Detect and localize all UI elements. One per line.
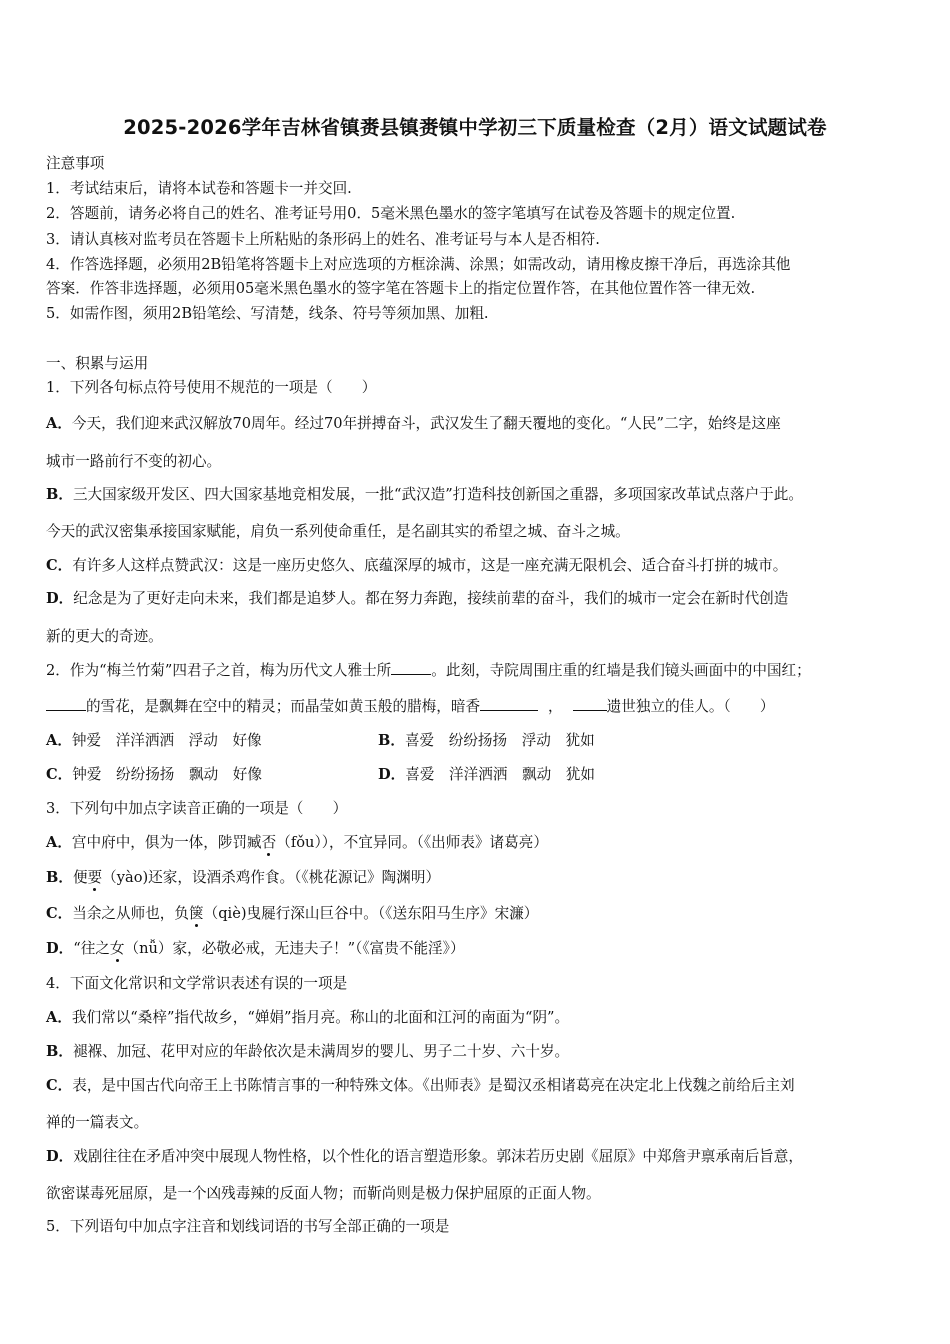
question-3-stem: 3．下列句中加点字读音正确的一项是（ ） — [46, 800, 348, 817]
stem-text: ， — [548, 698, 563, 715]
option-text: 我们常以“桑梓”指代故乡，“婵娟”指月亮。称山的北面和江河的南面为“阴”。 — [71, 1009, 570, 1026]
question-2-line2 — [46, 695, 774, 716]
q4-option-c — [46, 1074, 795, 1095]
q4-option-c-cont: 禅的一篇表文。 — [46, 1114, 149, 1131]
q2-option-c — [46, 766, 262, 783]
option-text: （fǒu）），不宜异同。（《出师表》诸葛亮） — [276, 834, 548, 851]
option-label: D． — [46, 590, 74, 607]
option-label: A． — [46, 1009, 72, 1026]
dotted-char: 女 — [109, 940, 125, 957]
answer-blank — [573, 698, 607, 711]
q1-option-b-cont: 今天的武汉密集承接国家赋能，肩负一系列使命重任，是名副其实的希望之城、奋斗之城。 — [46, 523, 630, 540]
option-label: B． — [46, 1043, 73, 1060]
option-text: （yào)还家，设酒杀鸡作食。（《桃花源记》陶渊明） — [102, 869, 441, 886]
q2-option-a — [46, 732, 262, 749]
q2-option-b — [378, 729, 595, 750]
q3-option-d — [46, 937, 465, 958]
q4-option-d — [46, 1145, 803, 1166]
q4-option-d-cont: 欲密谋毒死屈原，是一个凶残毒辣的反面人物；而靳尚则是极力保护屈原的正面人物。 — [46, 1185, 601, 1202]
option-label: C． — [46, 905, 73, 922]
option-label: B． — [378, 732, 405, 749]
option-text: 便 — [72, 869, 88, 886]
stem-text: 的雪花，是飘舞在空中的精灵；而晶莹如黄玉般的腊梅，暗香 — [86, 698, 481, 715]
option-text: 三大国家级开发区、四大国家基地竞相发展，一批“武汉造”打造科技创新国之重器，多项国家改革试点落户于此。 — [72, 486, 803, 503]
option-label: C． — [46, 766, 73, 783]
q1-option-b — [46, 483, 803, 504]
option-label: D． — [378, 766, 406, 783]
option-label: C． — [46, 1077, 73, 1094]
option-text: 今天，我们迎来武汉解放70周年。经过70年拼搏奋斗，武汉发生了翻天覆地的变化。“人民”二字，始终是这座 — [71, 415, 781, 432]
answer-blank — [46, 698, 86, 711]
dotted-char: 箧 — [188, 905, 204, 922]
option-label: C． — [46, 557, 73, 574]
option-text: 有许多人这样点赞武汉：这是一座历史悠久、底蕴深厚的城市，这是一座充满无限机会、适合奋斗打拼的城市。 — [72, 557, 788, 574]
stem-text: 2．作为“梅兰竹菊”四君子之首，梅为历代文人雅士所 — [46, 662, 392, 679]
notice-item: 4．作答选择题，必须用2B铅笔将答题卡上对应选项的方框涂满、涂黑；如需改动，请用橡皮擦干净后，再选涂其他 — [46, 256, 791, 273]
q1-option-d — [46, 587, 788, 608]
option-text: 喜爱 洋洋洒洒 飘动 犹如 — [405, 766, 595, 783]
q3-option-a — [46, 831, 548, 852]
question-1-stem: 1．下列各句标点符号使用不规范的一项是（ ） — [46, 379, 377, 396]
q3-option-b — [46, 866, 440, 887]
option-label: A． — [46, 834, 72, 851]
option-label: B． — [46, 869, 73, 886]
question-4-stem: 4．下面文化常识和文学常识表述有误的一项是 — [46, 975, 348, 992]
option-text: （qiè)曳屣行深山巨谷中。（《送东阳马生序》宋濂） — [203, 905, 539, 922]
page-title: 2025-2026学年吉林省镇赉县镇赉镇中学初三下质量检查（2月）语文试题试卷 — [123, 116, 827, 139]
question-2-stem — [46, 659, 811, 680]
notice-item: 2．答题前，请务必将自己的姓名、准考证号用0．5毫米黑色墨水的签字笔填写在试卷及答题卡的规定位置. — [46, 205, 736, 222]
dotted-char: 要 — [87, 869, 103, 886]
option-label: B． — [46, 486, 73, 503]
option-text: 表，是中国古代向帝王上书陈情言事的一种特殊文体。《出师表》是蜀汉丞相诸葛亮在决定北上伐魏之前给后主刘 — [72, 1077, 795, 1094]
option-text: 褪褓、加冠、花甲对应的年龄依次是未满周岁的婴儿、男子二十岁、六十岁。 — [72, 1043, 570, 1060]
stem-text: 遗世独立的佳人。（ ） — [606, 698, 775, 715]
q2-options-row-2 — [46, 763, 906, 784]
q1-option-a — [46, 412, 781, 433]
q4-option-b — [46, 1040, 569, 1061]
q2-options-row-1 — [46, 729, 906, 750]
answer-blank — [480, 698, 538, 711]
option-label: A． — [46, 415, 72, 432]
option-text: 钟爱 纷纷扬扬 飘动 好像 — [72, 766, 262, 783]
q4-option-a — [46, 1006, 569, 1027]
option-text: 当余之从师也，负 — [72, 905, 189, 922]
q1-option-d-cont: 新的更大的奇迹。 — [46, 628, 163, 645]
q2-option-d — [378, 763, 595, 784]
notice-item: 5．如需作图，须用2B铅笔绘、写清楚，线条、符号等须加黑、加粗. — [46, 305, 489, 322]
section-heading: 一、积累与运用 — [46, 355, 149, 372]
q1-option-c — [46, 554, 787, 575]
notice-item: 3．请认真核对监考员在答题卡上所粘贴的条形码上的姓名、准考证号与本人是否相符. — [46, 231, 600, 248]
notice-heading: 注意事项 — [46, 155, 105, 172]
option-text: “往之 — [73, 940, 110, 957]
option-text: 宫中府中，俱为一体，陟罚臧 — [71, 834, 262, 851]
option-label: D． — [46, 940, 74, 957]
option-text: （nǚ）家，必敬必戒，无违夫子！”（《富贵不能淫》） — [124, 940, 465, 957]
option-label: D． — [46, 1148, 74, 1165]
q3-option-c — [46, 902, 538, 923]
notice-item: 1．考试结束后，请将本试卷和答题卡一并交回. — [46, 180, 352, 197]
dotted-char: 否 — [261, 834, 277, 851]
stem-text: 。此刻，寺院周围庄重的红墙是我们镜头画面中的中国红； — [431, 662, 811, 679]
option-label: A． — [46, 732, 72, 749]
notice-item: 答案．作答非选择题，必须用05毫米黑色墨水的签字笔在答题卡上的指定位置作答，在其他位置作答一律无效. — [46, 280, 756, 297]
option-text: 纪念是为了更好走向未来，我们都是追梦人。都在努力奔跑，接续前辈的奋斗，我们的城市一定会在新时代创造 — [73, 590, 789, 607]
option-text: 钟爱 洋洋洒洒 浮动 好像 — [71, 732, 262, 749]
question-5-stem: 5．下列语句中加点字注音和划线词语的书写全部正确的一项是 — [46, 1218, 450, 1235]
option-text: 喜爱 纷纷扬扬 浮动 犹如 — [404, 732, 595, 749]
q1-option-a-cont: 城市一路前行不变的初心。 — [46, 453, 222, 470]
answer-blank — [391, 662, 431, 675]
option-text: 戏剧往往在矛盾冲突中展现人物性格，以个性化的语言塑造形象。郭沫若历史剧《屈原》中郑詹尹禀承南后旨意， — [73, 1148, 803, 1165]
